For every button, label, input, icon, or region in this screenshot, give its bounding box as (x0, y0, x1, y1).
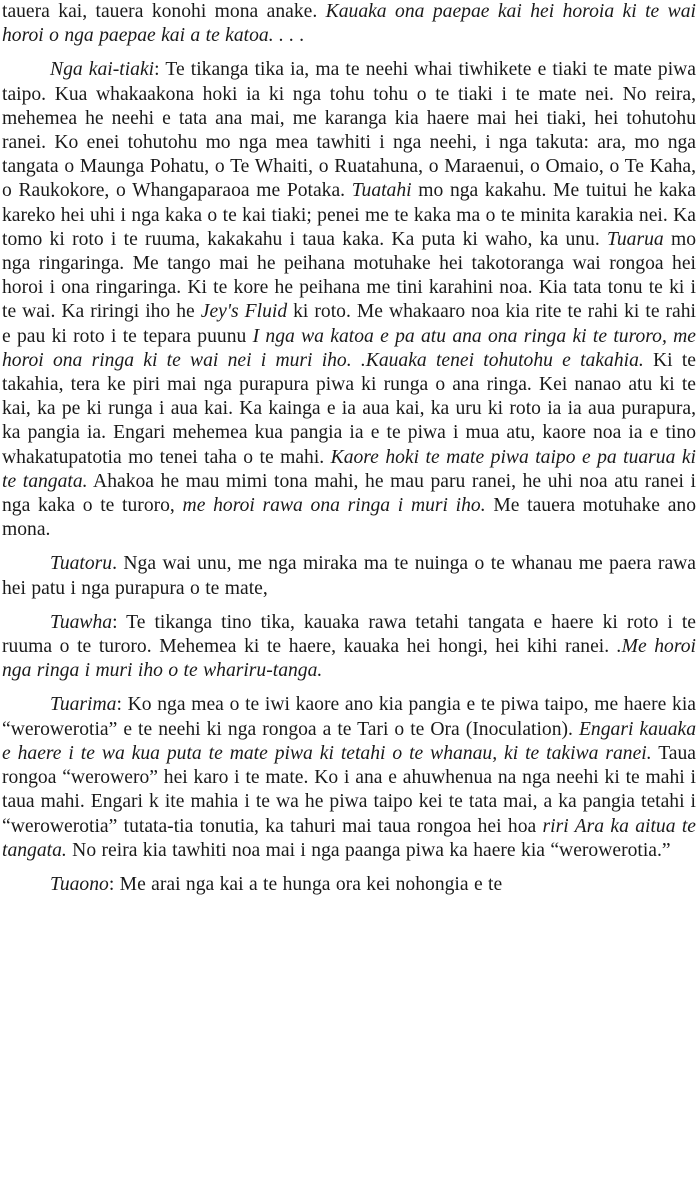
paragraph-tuarima (2, 693, 696, 862)
paragraph-gap (2, 48, 696, 58)
section-heading: Tuarima (50, 694, 117, 716)
text-segment: : Me arai nga kai a te hunga ora kei nohongia e te (108, 873, 503, 895)
section-heading: Tuatahi (351, 180, 412, 202)
paragraph-gap (2, 863, 696, 873)
paragraph-tuaono (2, 873, 696, 897)
text-segment: : Te tikanga tino tika, kauaka rawa tetahi tangata e haere ki roto i te ruuma o te turoro. Mehemea ki te haere, kauaka hei hongi, hei kihi ranei. (2, 611, 696, 658)
section-heading: Tuawha (50, 611, 113, 633)
text-segment: Taua rongoa “werowero” hei karo i te mate. Ko i ana e ahuwhenua na nga neehi ki te mahi i taua mahi. Engari k ite mahia i te wa he piwa taipo kei te tata mai, a ka pangia tetahi i “werowerotia” tutata-tia tonutia, ka tahuri mai taua rongoa hei hoa (2, 742, 696, 837)
paragraph-nga-kai-tiaki (2, 58, 696, 542)
text-segment: : Te tikanga tika ia, ma te neehi whai tiwhikete e tiaki te mate piwa taipo. Kua whakaakona hoki ia ki nga tohu tohu o te tiaki i te mate nei. No reira, mehemea he neehi e tata ana mai, me karanga kia haere mai hei tiaki, hei tohutohu ranei. Ko enei tohutohu mo nga mea tawhiti i nga neehi, i nga takuta: ara, mo nga tangata o Maunga Pohatu, o Te Whaiti, o Ruatahuna, o Maraenui, o Omaio, o Te Kaha, o Raukokore, o Whangaparaoa me Potaka. (2, 59, 696, 202)
text-segment: : Ko nga mea o te iwi kaore ano kia pangia e te piwa taipo, me haere kia “werowerotia” e te neehi ki nga rongoa a te Tari o te Ora (Inoculation). (2, 694, 696, 740)
text-segment-italic: Kauaka ona paepae kai hei horoia ki te wai horoi o nga paepae kai a te katoa. . . . (2, 1, 696, 47)
text-segment: mo nga ringaringa. Me tango mai he peihana motuhake hei takotoranga wai rongoa hei horoi i ona ringaringa. Ki te kore he peihana me tini karahini noa. Kia tata tonu te ki i te wai. Ka riringi iho he (2, 228, 697, 323)
text-segment-italic: riri Ara ka aitua te tangata. (2, 815, 696, 861)
text-segment-italic: me horoi rawa ona ringa i muri iho. (182, 495, 486, 517)
text-segment: tauera kai, tauera konohi mona anake. (2, 1, 326, 22)
paragraph-tuawha (2, 611, 696, 684)
document-page (2, 0, 696, 897)
paragraph-gap (2, 683, 696, 693)
paragraph-tuatoru (2, 552, 696, 600)
text-segment-italic: .Me horoi nga ringa i muri iho o te whariru-tanga. (2, 636, 696, 682)
text-segment: mo nga kakahu. Me tuitui he kaka kareko hei uhi i nga kaka o te kai tiaki; penei me te kaka ma o te minita karakia nei. Ka tomo ki roto i te ruuma, kakakahu i taua kaka. Ka puta ki waho, ka unu. (2, 180, 696, 250)
text-segment: ki roto. Me whakaaro noa kia rite te rahi ki te rahi e pau ki roto i te tepara puunu (2, 301, 696, 347)
section-heading: Tuatoru (50, 553, 113, 575)
text-segment: Me tauera motuhake ano mona. (2, 495, 696, 541)
section-heading: Tuarua (607, 228, 664, 250)
paragraph-continuation (2, 0, 696, 48)
text-segment-italic: Engari kauaka e haere i te wa kua puta te mate piwa ki tetahi o te whanau, ki te takiwa ranei. (2, 718, 696, 764)
text-segment: . Nga wai unu, me nga miraka ma te nuinga o te whanau me paera rawa hei patu i nga purapura o te mate, (2, 553, 696, 599)
text-segment: No reira kia tawhiti noa mai i nga paanga piwa ka haere kia “werowerotia.” (66, 839, 671, 861)
text-segment-italic: Kaore hoki te mate piwa taipo e pa tuarua ki te tangata. (2, 446, 696, 492)
section-heading: Tuaono (50, 873, 109, 895)
section-heading: Nga kai-tiaki (50, 59, 155, 81)
paragraph-gap (2, 601, 696, 611)
text-segment: Ahakoa he mau mimi tona mahi, he mau paru ranei, he uhi noa atu ranei i nga kaka o te turoro, (2, 470, 696, 517)
text-segment: Ki te takahia, tera ke piri mai nga purapura piwa ki runga o ana ringa. Kei nanao atu ki te kai, ka pe ki runga i aua kai. Ka kainga e ia aua kai, ka uru ki roto ia ia aua purapura, ka pangia ia. Engari mehemea kua pangia ia e te piwa i mua atu, kaore noa ia e tino whakatupatotia mo tenei taha o te mahi. (2, 349, 696, 468)
paragraph-gap (2, 542, 696, 552)
product-name: Jey's Fluid (200, 301, 288, 323)
text-segment-italic: I nga wa katoa e pa atu ana ona ringa ki te turoro, me horoi ona ringa ki te wai nei i muri iho. .Kauaka tenei tohutohu e takahia. (2, 325, 696, 371)
